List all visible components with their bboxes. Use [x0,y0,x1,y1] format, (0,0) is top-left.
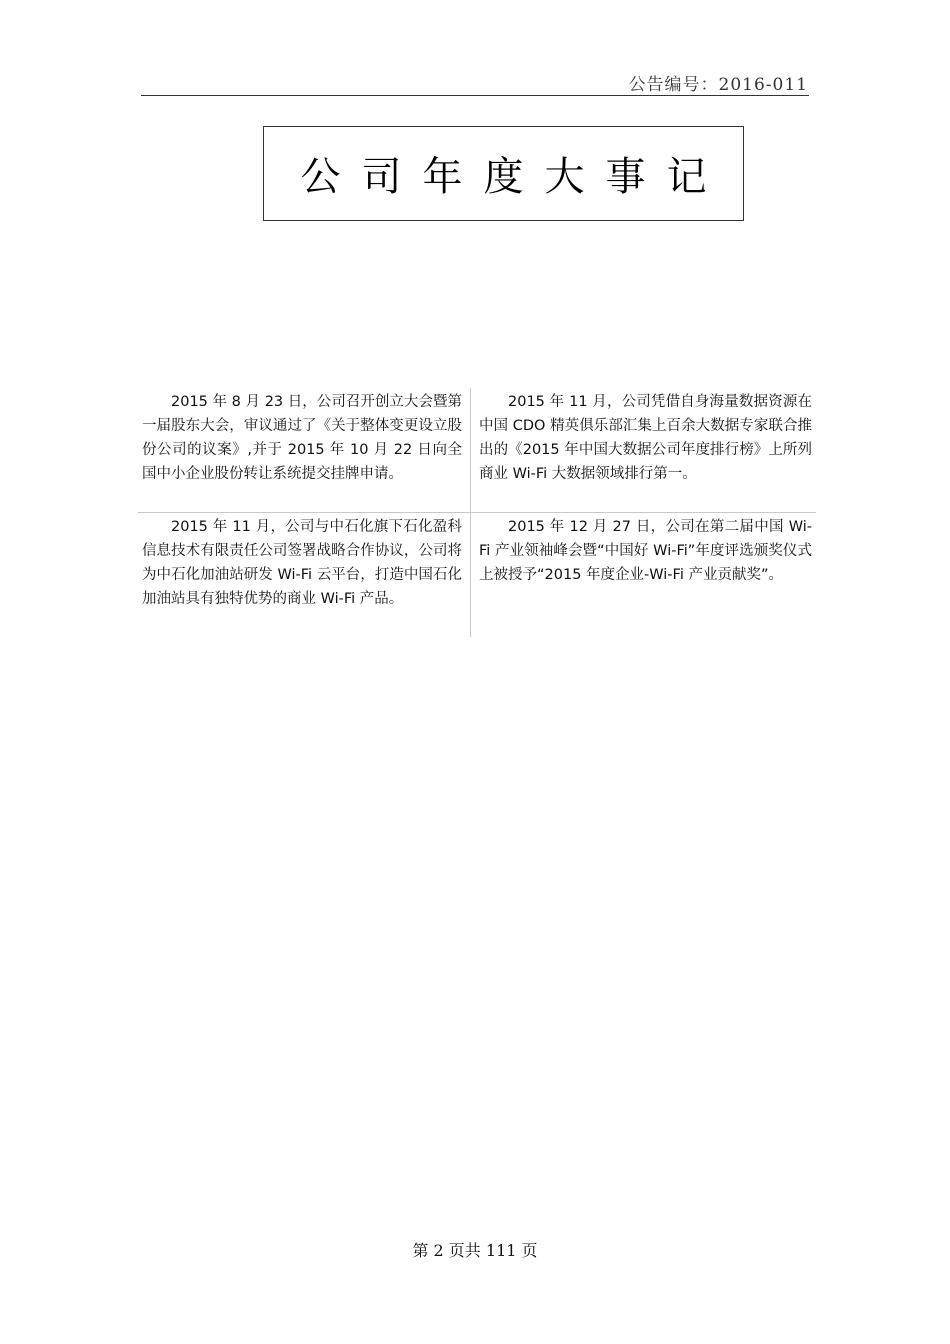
title-box [263,126,744,221]
event-cell-4: 2015 年 12 月 27 日，公司在第二届中国 Wi-Fi 产业领袖峰会暨“中国好 Wi-Fi”年度评选颁奖仪式上被授予“2015 年度企业-Wi-Fi 产业贡献奖”。 [479,519,812,583]
events-table [138,388,816,637]
event-cell-1: 2015 年 8 月 23 日，公司召开创立大会暨第一届股东大会，审议通过了《关于整体变更设立股份公司的议案》,并于 2015 年 10 月 22 日向全国中小企业股份转让系统提交挂牌申请。 [138,388,471,513]
event-cell-2: 2015 年 11 月，公司凭借自身海量数据资源在中国 CDO 精英俱乐部汇集上百余大数据专家联合推出的《2015 年中国大数据公司年度排行榜》上所列商业 Wi-Fi 大数据领域排行第一。 [471,388,816,513]
page-number: 第 2 页共 111 页 [412,1241,538,1260]
page-title: 公司年度大事记 [300,154,728,200]
event-cell-3: 2015 年 11 月，公司与中石化旗下石化盈科信息技术有限责任公司签署战略合作协议，公司将为中石化加油站研发 Wi-Fi 云平台，打造中国石化加油站具有独特优势的商业 Wi-Fi 产品。 [138,513,471,637]
announcement-number: 公告编号：2016-011 [628,75,808,95]
header-rule [141,95,809,96]
